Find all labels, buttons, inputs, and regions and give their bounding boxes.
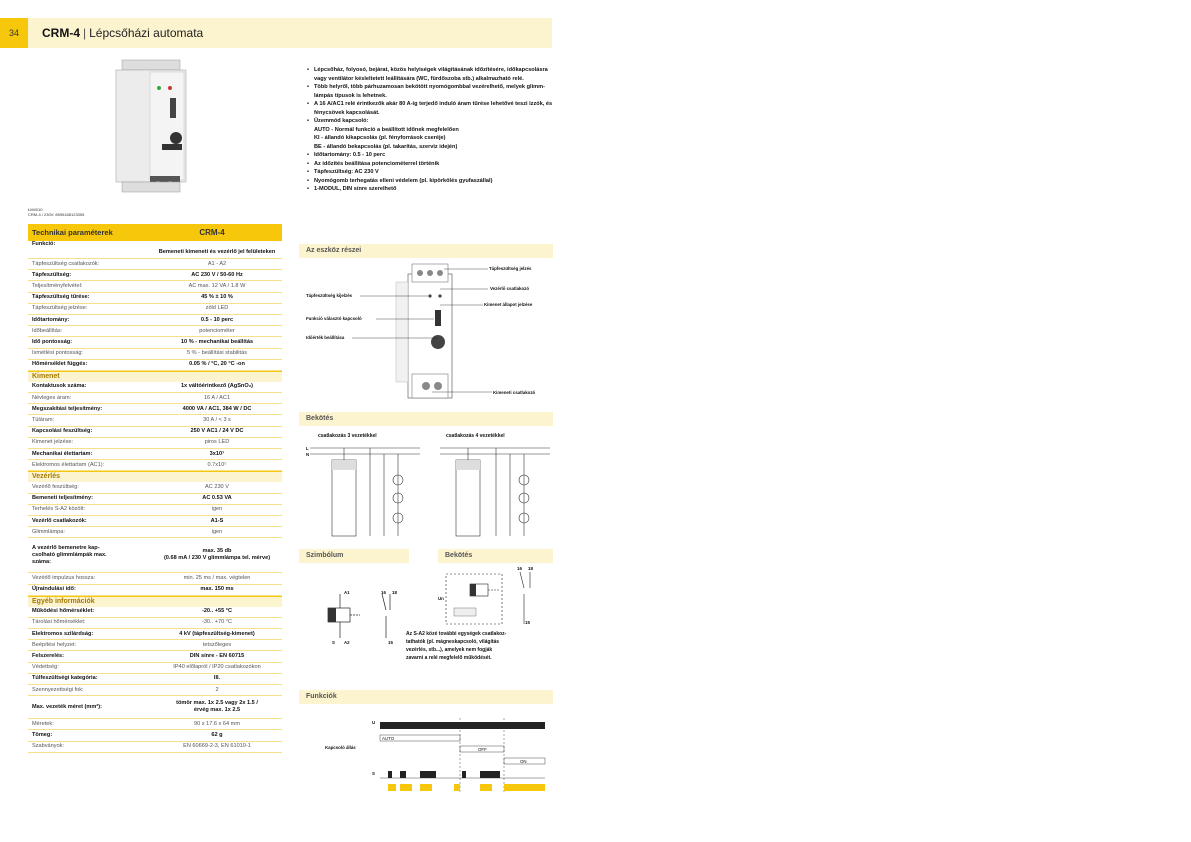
- page-header: [28, 18, 552, 48]
- spec-row: [28, 573, 282, 584]
- spec-row: [28, 527, 282, 538]
- timing-auto: AUTO: [382, 736, 395, 741]
- spec-key: Vezérlő feszültség:: [32, 483, 79, 490]
- spec-key: Méretek:: [32, 720, 54, 727]
- spec-row: [28, 382, 282, 393]
- spec-value: zöld LED: [205, 305, 229, 312]
- wiring-diagram-3wire: [310, 440, 430, 540]
- feature-item: • A 16 A/AC1 relé érintkezők akár 80 A-ig terjedő induló áram tűrése lehetővé teszi izzók, és fénycsövek kapcsolását.: [314, 100, 554, 117]
- spec-row: [28, 415, 282, 426]
- caption-line: CRM-4 / 230V: 8595188123355: [28, 212, 85, 217]
- spec-section-control: Vezérlés: [28, 471, 282, 482]
- spec-key: Elektromos élettartam (AC1):: [32, 461, 105, 468]
- spec-key: Tápfeszültség:: [32, 271, 72, 278]
- spec-key: Tápfeszültség tűrése:: [32, 294, 90, 301]
- spec-value: 45 % ± 10 %: [201, 294, 233, 301]
- spec-value: 3x10⁷: [209, 450, 225, 457]
- symbol-16: 16: [381, 590, 386, 595]
- spec-key: Megszakítási teljesítmény:: [32, 405, 103, 412]
- spec-group-other: [28, 607, 282, 697]
- wiring-diagram-4wire: [440, 440, 552, 540]
- feature-item: • 1-MODUL, DIN sínre szerelhető: [314, 185, 554, 194]
- label-time-set: Időérték beállítása: [306, 335, 345, 340]
- header-separator: |: [83, 26, 87, 40]
- spec-row: [28, 538, 282, 573]
- spec-row: [28, 427, 282, 438]
- spec-group-output: [28, 382, 282, 472]
- spec-value: Bemeneti kimeneti és vezérlő jel felületeken: [158, 249, 276, 255]
- spec-row: [28, 742, 282, 753]
- label-L: L: [306, 446, 309, 451]
- spec-key: Glimmlámpa:: [32, 528, 65, 535]
- spec-value: 90 x 17.6 x 64 mm: [193, 720, 240, 727]
- timing-mode: Kapcsoló állás: [325, 745, 356, 750]
- spec-value: [152, 700, 282, 714]
- spec-value: AC 230 V: [205, 483, 229, 490]
- spec-key: Funkció:: [32, 241, 56, 247]
- spec-key-line: száma:: [32, 558, 51, 565]
- spec-row: [28, 337, 282, 348]
- spec-section-other: Egyéb információk: [28, 596, 282, 607]
- wiring2-un: Un: [438, 596, 444, 601]
- spec-value: min. 25 ms / max. végtelen: [183, 574, 251, 581]
- spec-row: [28, 494, 282, 505]
- feature-list: [306, 66, 554, 194]
- label-mode-switch: Funkció választó kapcsoló: [306, 316, 362, 321]
- spec-value: 16 A / AC1: [203, 394, 231, 401]
- spec-header-model: CRM-4: [199, 228, 225, 237]
- spec-row: [28, 640, 282, 651]
- spec-key: Időtartomány:: [32, 316, 70, 323]
- symbol-s: S: [332, 640, 335, 645]
- spec-value: 4000 VA / AC1, 384 W / DC: [182, 405, 252, 412]
- spec-value: max. 150 ms: [200, 586, 234, 593]
- spec-row: [28, 404, 282, 415]
- timing-s: S: [372, 771, 375, 776]
- label-supply-ind: Tápfeszültség kijelzés: [306, 293, 353, 298]
- spec-key: Szabványok:: [32, 743, 65, 750]
- spec-value: 10 % - mechanikai beállítás: [180, 338, 254, 345]
- spec-row: [28, 326, 282, 337]
- label-N: N: [306, 452, 310, 457]
- spec-row: [28, 674, 282, 685]
- spec-key: Túlfeszültségi kategória:: [32, 675, 98, 682]
- spec-row: [28, 651, 282, 662]
- spec-key-line: A vezérlő bemenetre kap-: [32, 544, 100, 551]
- section-parts: Az eszköz részei: [299, 244, 553, 258]
- timing-off: OFF: [478, 747, 487, 752]
- spec-row: [28, 438, 282, 449]
- symbol-18: 18: [392, 590, 397, 595]
- spec-key: Ismétlési pontosság:: [32, 350, 83, 357]
- section-wiring2: Bekötés: [438, 549, 553, 563]
- spec-header-param: Technikai paraméterek: [32, 228, 113, 237]
- spec-value: -30.. +70 °C: [201, 619, 233, 626]
- spec-row: [28, 629, 282, 640]
- spec-key: Tápfeszültség csatlakozók:: [32, 260, 100, 267]
- spec-value: IP40 előlapról / IP20 csatlakozókon: [173, 664, 261, 671]
- label-four-wire: csatlakozás 4 vezetékkel: [446, 433, 505, 439]
- spec-value: -20.. +55 °C: [201, 608, 233, 615]
- spec-value: DIN sínre - EN 60715: [189, 653, 245, 660]
- spec-key: Hőmérséklet függés:: [32, 361, 88, 368]
- product-caption: [28, 207, 84, 217]
- spec-value: 0.7x10⁵: [207, 461, 227, 468]
- spec-value: 5 % - beállítási stabilitás: [186, 350, 247, 357]
- wiring-note: [406, 630, 551, 662]
- timing-diagram: [370, 716, 550, 796]
- wiring2-18: 18: [528, 566, 533, 571]
- spec-value-line: max. 35 db: [202, 548, 232, 555]
- spec-row: [28, 730, 282, 741]
- feature-item: • Időtartomány: 0.5 - 10 perc: [314, 151, 554, 160]
- spec-value-line: érvég max. 1x 2.5: [193, 707, 241, 714]
- spec-row: [28, 482, 282, 493]
- label-output-ind: Kimenet állapot jelzése: [484, 302, 533, 307]
- spec-value: AC 0.53 VA: [202, 495, 232, 502]
- spec-row: [28, 607, 282, 618]
- spec-header: [28, 224, 282, 241]
- spec-key: Felszerelés:: [32, 653, 65, 660]
- spec-key: Beépítési helyzet:: [32, 641, 77, 648]
- spec-value: potenciométer: [199, 327, 235, 334]
- spec-value: piros LED: [204, 439, 230, 446]
- caption-line: ŁM4010: [28, 207, 43, 212]
- label-supply-term: Tápfeszültség jelzés: [489, 266, 532, 271]
- spec-row: [28, 516, 282, 527]
- spec-value: 1x váltóérintkező (AgSnO₂): [180, 383, 254, 390]
- section-symbol: Szimbólum: [299, 549, 409, 563]
- wiring2-diagram: [440, 568, 552, 628]
- spec-key: Újraindulási idő:: [32, 586, 76, 593]
- spec-value: AC 230 V / 50-60 Hz: [191, 271, 243, 278]
- label-three-wire: csatlakozás 3 vezetékkel: [318, 433, 377, 439]
- spec-key: Védettség:: [32, 664, 59, 671]
- spec-value: 250 V AC1 / 24 V DC: [190, 428, 244, 435]
- spec-value: 0.05 % / °C, 20 °C -on: [189, 361, 245, 368]
- spec-value: igen: [211, 506, 223, 513]
- spec-row: [28, 270, 282, 281]
- spec-value: [152, 548, 282, 562]
- spec-row: [28, 449, 282, 460]
- spec-value: AC max. 12 VA / 1.8 W: [188, 282, 246, 289]
- spec-key: Kimenet jelzése:: [32, 439, 74, 446]
- timing-on: ON: [520, 759, 527, 764]
- symbol-15: 15: [388, 640, 393, 645]
- spec-row: [28, 241, 282, 259]
- spec-row: [28, 460, 282, 471]
- note-text: Az S-A2 közé további egységek csatlakoz- tathatók (pl. mágneskapcsoló, világítás vezérlés, stb...), amelyek nem fogják zavarni a relé megfelelő működését.: [406, 631, 507, 661]
- spec-row: [28, 663, 282, 674]
- model-name: CRM-4: [42, 26, 80, 40]
- spec-group-misc: [28, 719, 282, 753]
- feature-item: • Nyomógomb terhegatás elleni védelem (pl. kipörkölés gyufaszállal): [314, 177, 554, 186]
- page-number: 34: [0, 18, 28, 48]
- spec-key: Túláram:: [32, 417, 55, 424]
- spec-value-line: (0.68 mA / 230 V glimmlámpa tel. mérve): [163, 555, 271, 562]
- label-output-term: Kimeneti csatlakozó: [493, 390, 536, 395]
- wiring2-15: 15: [525, 620, 530, 625]
- spec-value: 0.5 - 10 perc: [200, 316, 234, 323]
- spec-key: Elektromos szilárdság:: [32, 630, 94, 637]
- spec-key: Max. vezeték méret (mm²):: [32, 703, 102, 710]
- spec-key: Szennyezettségi fok:: [32, 686, 84, 693]
- spec-row: [28, 585, 282, 596]
- spec-value: III.: [213, 675, 221, 682]
- spec-key: Vezérlő impulzus hossza:: [32, 574, 96, 581]
- feature-item: • Tápfeszültség: AC 230 V: [314, 168, 554, 177]
- spec-key: Időbeállítás:: [32, 327, 63, 334]
- spec-group-control2: [28, 573, 282, 595]
- feature-item: • Több helyről, több párhuzamosan bekötött nyomógombbal vezérelhető, melyek glimm-lámpás típusok is lehetnek.: [314, 83, 554, 100]
- spec-key: Bemeneti teljesítmény:: [32, 495, 93, 502]
- spec-row: [28, 393, 282, 404]
- spec-key: Terhelés S-A2 között:: [32, 506, 86, 513]
- spec-row: [28, 259, 282, 270]
- spec-value-line: tömör max. 1x 2.5 vagy 2x 1.5 /: [176, 700, 258, 707]
- spec-value: A1 - A2: [207, 260, 227, 267]
- spec-row: [28, 505, 282, 516]
- spec-key: Kapcsolási feszültség:: [32, 428, 93, 435]
- label-control-term: Vezérlő csatlakozó: [490, 286, 530, 291]
- spec-value: tetszőleges: [202, 641, 232, 648]
- spec-value: 62 g: [211, 731, 223, 738]
- spec-row: [28, 719, 282, 730]
- spec-table: [28, 224, 282, 753]
- spec-row: [28, 360, 282, 371]
- spec-key: [28, 545, 152, 566]
- spec-value: 30 A / < 3 s: [203, 417, 231, 424]
- spec-section-output: Kimenet: [28, 371, 282, 382]
- spec-key-line: csolható glimmlámpák max.: [32, 551, 107, 558]
- timing-u: U: [372, 720, 376, 725]
- spec-row: [28, 304, 282, 315]
- feature-item: • Üzemmód kapcsoló: AUTO - Normál funkció a beállított időnek megfelelően KI - állandó kikapcsolás (pl. fényforrások cseréje) BE - állandó bekapcsolás (pl. takarítás, szerviz idején): [314, 117, 554, 151]
- spec-row: [28, 696, 282, 719]
- wiring2-16: 16: [517, 566, 522, 571]
- spec-key: Tápfeszültség jelzése:: [32, 305, 88, 312]
- spec-row: [28, 281, 282, 292]
- spec-key: Mechanikai élettartam:: [32, 450, 93, 457]
- spec-row: [28, 685, 282, 696]
- spec-key: Névleges áram:: [32, 394, 72, 401]
- spec-group-control: [28, 482, 282, 538]
- feature-item: • Az időzítés beállítása potenciométerrel történik: [314, 160, 554, 169]
- section-wiring: Bekötés: [299, 412, 553, 426]
- page-title: Lépcsőházi automata: [89, 26, 204, 40]
- spec-key: Idő pontosság:: [32, 338, 73, 345]
- device-photo: [108, 58, 193, 206]
- spec-key: Működési hőmérséklet:: [32, 608, 95, 615]
- spec-value: 4 kV (tápfeszültség-kimenet): [179, 630, 255, 637]
- spec-row: [28, 618, 282, 629]
- spec-value: EN 60669-2-3, EN 61010-1: [183, 743, 251, 750]
- spec-row: [28, 293, 282, 304]
- feature-item: • Lépcsőház, folyosó, bejárat, közös helyiségek világításának időzítésére, időkapcsolásra vagy ventilátor késleltetett leállítására (WC, fürdőszoba stb.) alkalmazható relé.: [314, 66, 554, 83]
- spec-row: [28, 315, 282, 326]
- spec-value: 2: [215, 686, 219, 693]
- spec-row: [28, 349, 282, 360]
- spec-key: Vezérlő csatlakozók:: [32, 517, 87, 524]
- symbol-a2: A2: [344, 640, 350, 645]
- section-functions: Funkciók: [299, 690, 553, 704]
- spec-key: Teljesítményfelvétel:: [32, 282, 83, 289]
- symbol-diagram: [320, 590, 410, 646]
- symbol-a1: A1: [344, 590, 350, 595]
- spec-value: A1-S: [210, 517, 224, 524]
- spec-value: igen: [211, 528, 223, 535]
- spec-key: Tömeg:: [32, 731, 53, 738]
- spec-key: Kontaktusok száma:: [32, 383, 87, 390]
- spec-group-supply: [28, 259, 282, 371]
- spec-key: Tárolási hőmérséklet:: [32, 619, 86, 626]
